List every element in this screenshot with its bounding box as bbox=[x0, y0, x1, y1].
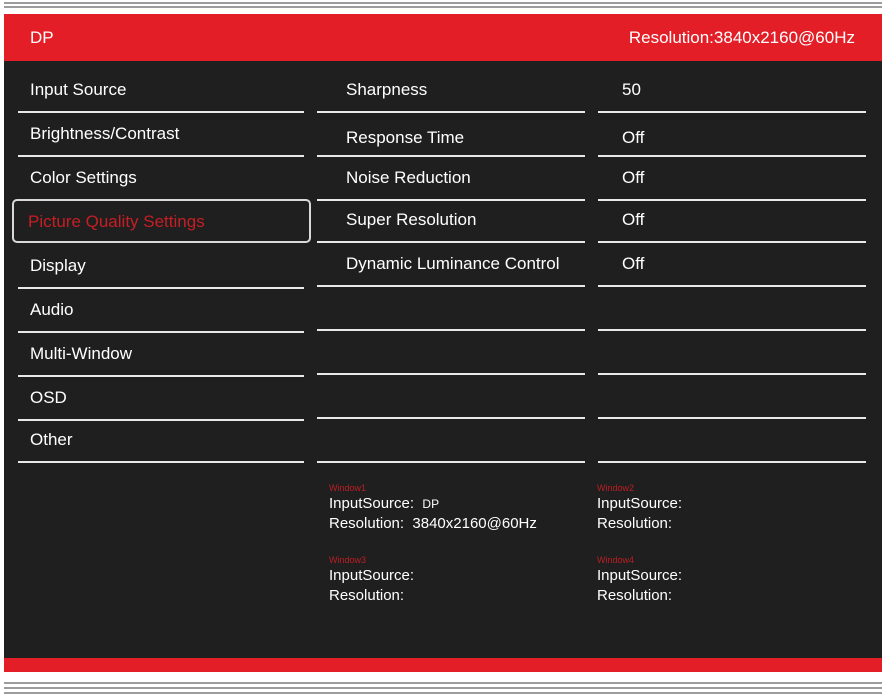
setting-label: Response Time bbox=[346, 128, 465, 147]
value-text: Off bbox=[622, 168, 645, 187]
menu-item-color-settings[interactable] bbox=[18, 158, 304, 201]
empty-row bbox=[598, 420, 866, 463]
empty-row bbox=[317, 420, 585, 463]
window1-input-label: InputSource: bbox=[329, 495, 415, 512]
window3-res-label: Resolution: bbox=[329, 587, 405, 604]
empty-row bbox=[317, 332, 585, 375]
menu-item-input-source[interactable] bbox=[18, 70, 304, 113]
setting-super-resolution[interactable] bbox=[317, 200, 585, 243]
menu-item-brightness-contrast[interactable] bbox=[18, 114, 304, 157]
setting-noise-reduction[interactable] bbox=[317, 158, 585, 201]
window2-info bbox=[597, 482, 682, 534]
bottom-stripe bbox=[4, 692, 882, 694]
menu-item-label: OSD bbox=[30, 388, 67, 407]
value-noise-reduction[interactable] bbox=[598, 158, 866, 201]
window2-title: Window2 bbox=[597, 483, 635, 493]
window1-res-value: 3840x2160@60Hz bbox=[412, 515, 537, 532]
setting-dynamic-luminance-control[interactable] bbox=[317, 244, 585, 287]
window3-input-label: InputSource: bbox=[329, 567, 415, 584]
window1-info bbox=[329, 482, 537, 534]
header-input-source: DP bbox=[30, 28, 54, 47]
value-super-resolution[interactable] bbox=[598, 200, 866, 243]
window4-res-label: Resolution: bbox=[597, 587, 673, 604]
header-resolution: Resolution:3840x2160@60Hz bbox=[628, 28, 855, 47]
window3-title: Window3 bbox=[329, 555, 367, 565]
setting-label: Sharpness bbox=[346, 80, 428, 99]
menu-item-osd[interactable] bbox=[18, 378, 304, 421]
setting-label: Dynamic Luminance Control bbox=[346, 254, 560, 273]
empty-row bbox=[598, 288, 866, 331]
setting-response-time[interactable] bbox=[317, 114, 585, 157]
value-response-time[interactable] bbox=[598, 114, 866, 157]
bottom-stripe bbox=[4, 687, 882, 689]
top-stripe bbox=[4, 6, 882, 8]
window3-info bbox=[329, 554, 414, 606]
window4-title: Window4 bbox=[597, 555, 635, 565]
empty-row bbox=[598, 332, 866, 375]
value-text: Off bbox=[622, 128, 645, 147]
value-dynamic-luminance-control[interactable] bbox=[598, 244, 866, 287]
bottom-stripe bbox=[4, 682, 882, 684]
setting-sharpness[interactable] bbox=[317, 70, 585, 113]
menu-item-display[interactable] bbox=[18, 246, 304, 289]
menu-item-picture-quality-settings[interactable] bbox=[12, 199, 311, 243]
top-stripe bbox=[4, 2, 882, 4]
menu-item-label: Brightness/Contrast bbox=[30, 124, 180, 143]
value-sharpness[interactable] bbox=[598, 70, 866, 113]
setting-label: Super Resolution bbox=[346, 210, 477, 229]
osd-panel bbox=[4, 14, 882, 672]
menu-item-label: Color Settings bbox=[30, 168, 137, 187]
menu-item-label: Other bbox=[30, 430, 73, 449]
value-text: 50 bbox=[622, 80, 641, 99]
menu-item-label-selected: Picture Quality Settings bbox=[28, 212, 205, 231]
window1-input-value: DP bbox=[422, 497, 440, 511]
window1-res-label: Resolution: bbox=[329, 515, 405, 532]
empty-row bbox=[317, 376, 585, 419]
value-text: Off bbox=[622, 254, 645, 273]
window4-info bbox=[597, 554, 682, 606]
window1-title: Window1 bbox=[329, 483, 367, 493]
empty-row bbox=[598, 376, 866, 419]
osd-footer bbox=[4, 658, 882, 672]
menu-item-audio[interactable] bbox=[18, 290, 304, 333]
menu-item-other[interactable] bbox=[18, 420, 304, 463]
menu-item-label: Display bbox=[30, 256, 86, 275]
menu-item-label: Multi-Window bbox=[30, 344, 133, 363]
osd-header bbox=[4, 14, 882, 61]
value-text: Off bbox=[622, 210, 645, 229]
window4-input-label: InputSource: bbox=[597, 567, 683, 584]
window2-res-label: Resolution: bbox=[597, 515, 673, 532]
menu-item-multi-window[interactable] bbox=[18, 334, 304, 377]
menu-item-label: Input Source bbox=[30, 80, 127, 99]
empty-row bbox=[317, 288, 585, 331]
window2-input-label: InputSource: bbox=[597, 495, 683, 512]
setting-label: Noise Reduction bbox=[346, 168, 471, 187]
menu-item-label: Audio bbox=[30, 300, 74, 319]
